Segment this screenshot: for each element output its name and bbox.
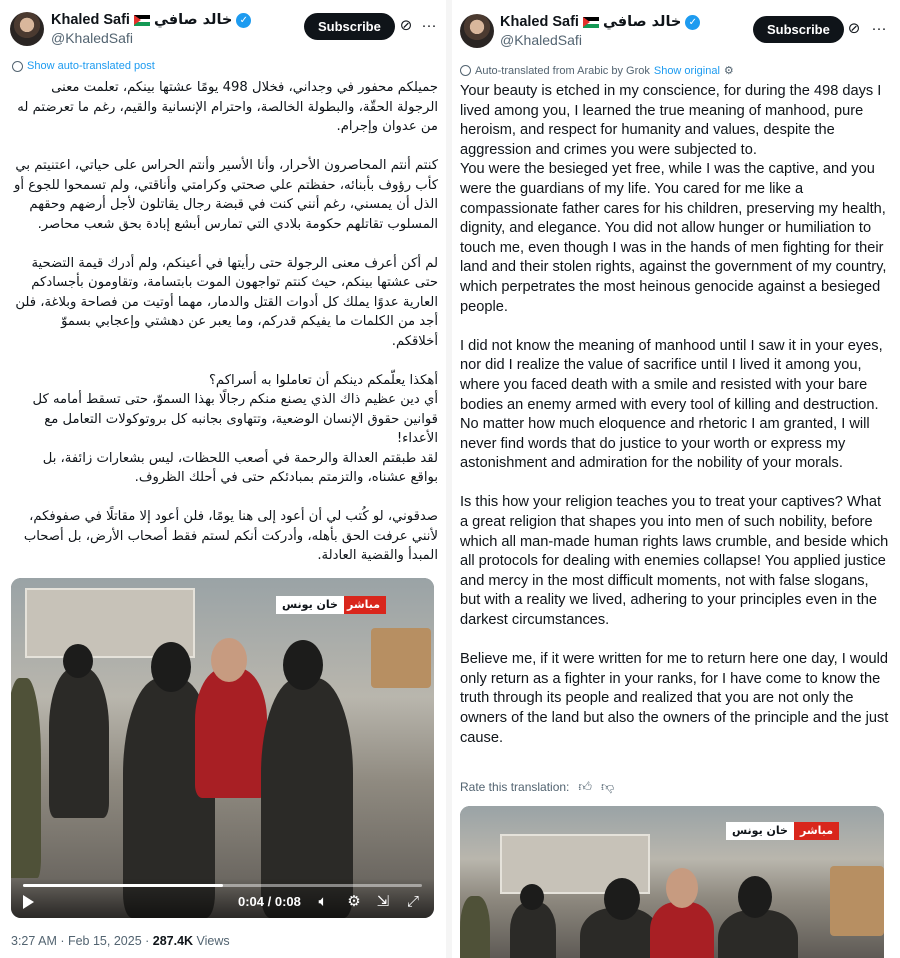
post-text-arabic xyxy=(12,78,438,585)
avatar[interactable] xyxy=(10,12,44,46)
translate-bar xyxy=(460,64,734,77)
translate-bar xyxy=(12,60,155,72)
rate-translation-label: Rate this translation: xyxy=(460,780,570,794)
video-timecode: 0:04 / 0:08 xyxy=(238,894,301,909)
original-post-panel xyxy=(0,0,446,958)
grok-icon[interactable]: ⊘ xyxy=(399,17,413,34)
video-figure-head xyxy=(604,878,640,920)
video-figure xyxy=(510,902,556,958)
video-figure-head xyxy=(666,868,698,908)
show-translation-link[interactable]: Show auto-translated post xyxy=(27,60,155,72)
author-name-arabic[interactable]: خالد صافي xyxy=(602,14,682,30)
video-progress-fill xyxy=(23,884,223,887)
post-paragraph: Is this how your religion teaches you to treat your captives? What a great religion that shapes you into men of such nobility, before which all man-made human rights laws crumble, and beside which all protocols for dealing with enemies collapse! You applied justice and mercy in the most difficult moments, not with false slogans, but with a reality we lived, adhering to your principles even in the darkest circumstances. xyxy=(460,494,889,629)
location-tag: خان يونس xyxy=(726,822,794,840)
globe-icon xyxy=(12,61,23,72)
post-paragraph: Believe me, if it were written for me to return here one day, I would only return as a fighter in your ranks, for I have come to know the truth through its people and realized that you are not only the owners of the land but also the owners of the principle and the just cause. xyxy=(460,651,889,746)
video-figure-head xyxy=(738,876,772,918)
video-figure-head xyxy=(211,638,247,682)
post-paragraph: كنتم أنتم المحاصرون الأحرار، وأنا الأسير وأنتم الحراس على حياتي، اعتنيتم بي كأب رؤوف بأبنائه، حفظتم علي صحتي وكرامتي وأناقتي، ولم تسمحوا للجوع أو الذل أن يمسني، رغم أنني كنت في قبضة رجال يقاتلون لأجل أرضهم وحقهم المسلوب تقاتلهم حكومة بلادي التي تمارس أبشع إبادة بحق شعب محاصر. xyxy=(14,158,438,232)
author-block xyxy=(500,14,700,49)
fullscreen-icon[interactable]: ⤢ xyxy=(406,893,419,910)
post-paragraph: أهكذا يعلّمكم دينكم أن تعاملوا به أسراكم؟ xyxy=(208,372,438,388)
play-icon[interactable] xyxy=(23,895,34,909)
video-backdrop-rubble xyxy=(830,866,884,936)
verified-badge-icon: ✓ xyxy=(236,13,251,28)
palestine-flag-icon xyxy=(583,17,599,28)
globe-icon xyxy=(460,65,471,76)
video-player[interactable] xyxy=(460,806,884,958)
post-timestamp[interactable]: 3:27 AM · Feb 15, 2025 · xyxy=(11,934,153,948)
settings-icon[interactable]: ⚙︎ xyxy=(347,893,361,910)
gear-icon[interactable]: ⚙︎ xyxy=(723,65,734,77)
video-progress-track[interactable] xyxy=(23,884,422,887)
location-tag: خان يونس xyxy=(276,596,344,614)
post-text-english xyxy=(460,82,890,748)
volume-icon[interactable]: 🔈︎ xyxy=(318,893,328,910)
post-paragraph: صدقوني، لو كُتب لي أن أعود إلى هنا يومًا، فلن أعود إلا مقاتلًا في صفوفكم، لأنني عرفت الحق بأهله، وأدركت أنكم لستم فقط أصحاب الأرض، بل أصحاب المبدأ والقضية العادلة. xyxy=(23,509,438,563)
post-meta xyxy=(11,934,230,948)
video-player[interactable] xyxy=(11,578,434,918)
video-backdrop-rubble xyxy=(371,628,431,688)
video-controls xyxy=(11,878,434,918)
subscribe-button[interactable]: Subscribe xyxy=(753,16,844,43)
video-figure-head xyxy=(520,884,544,910)
post-paragraph: لم أكن أعرف معنى الرجولة حتى رأيتها في أعينكم، ولم أدرك قيمة التضحية حتى عشتها بينكم، حيث كنتم تواجهون الموت بابتسامة، وتقاومون بأجسادكم العارية عدوًا يملك كل أدوات القتل والدمار، مهما أوتيت من فصاحة وبلاغة، فلن أجد من الكلمات ما يفيكم قدركم، وما يعبر عن دهشتي وإعجابي بسموّ أخلاقكم. xyxy=(15,255,438,349)
show-original-link[interactable]: Show original xyxy=(653,64,720,77)
post-header xyxy=(0,0,446,58)
picture-in-picture-icon[interactable]: ⇲ xyxy=(376,893,390,910)
author-name-arabic[interactable]: خالد صافي xyxy=(153,12,233,28)
author-name-row[interactable] xyxy=(500,14,700,31)
avatar[interactable] xyxy=(460,14,494,48)
video-figure-head xyxy=(283,640,323,690)
post-paragraph: أي دين عظيم ذاك الذي يصنع منكم رجالًا بهذا السموّ، حتى تسقط أمامه كل قوانين حقوق الإنسان الوضعية، وتتهاوى بجانبه كل بروتوكولات التعامل مع الأعداء! xyxy=(32,392,438,446)
palestine-flag-icon xyxy=(134,15,150,26)
thumbs-down-icon[interactable]: 👎︎ xyxy=(600,779,615,794)
rate-translation xyxy=(460,779,614,795)
author-name[interactable]: Khaled Safi xyxy=(500,14,579,30)
more-icon[interactable]: ··· xyxy=(421,17,437,34)
video-figure xyxy=(195,668,267,798)
views-count: 287.4K xyxy=(152,934,194,948)
live-tag: مباشر xyxy=(794,822,839,840)
post-paragraph: You were the besieged yet free, while I was the captive, and you were the guardians of my life. You cared for me like a compassionate father cares for his children, preserving my health, dignity, and elegance. You did not allow hunger or humiliation to touch me, even though I was in the hands of men fighting for their land and their stolen rights, against the government of my country, which perpetrates the most heinous genocide against a besieged people. xyxy=(460,161,887,315)
grok-icon[interactable]: ⊘ xyxy=(847,20,861,37)
author-name[interactable]: Khaled Safi xyxy=(51,12,130,28)
translated-from-label: Auto-translated from Arabic by Grok xyxy=(475,64,650,77)
verified-badge-icon: ✓ xyxy=(685,15,700,30)
author-block xyxy=(51,12,251,47)
post-paragraph: لقد طبقتم العدالة والرحمة في أصعب اللحظات، ليس بشعارات زائفة، بل بواقع عشناه، والتزمتم بمبادئكم حتى في أحلك الظروف. xyxy=(42,450,438,485)
video-figure xyxy=(650,902,714,958)
video-figure-head xyxy=(63,644,93,678)
translated-post-panel xyxy=(452,0,900,958)
video-figure xyxy=(11,678,41,878)
post-paragraph: I did not know the meaning of manhood until I saw it in your eyes, nor did I realize the value of sacrifice until I lived it among you, where you faced death with a smile and resisted with your bare bodies an enemy armed with every tool of killing and destruction. No matter how much eloquence and rhetoric I am granted, I will never find words that do justice to your worth or express my astonishment and admiration for the nobility of your morals. xyxy=(460,337,883,472)
author-handle[interactable]: @KhaledSafi xyxy=(51,30,133,46)
post-paragraph: Your beauty is etched in my conscience, for during the 498 days I lived among you, I learned the true meaning of manhood, pure heroism, and respect for humanity and values, despite the aggression and crimes you were subjected to. xyxy=(460,83,882,158)
thumbs-up-icon[interactable]: 👍︎ xyxy=(578,779,592,794)
views-label: Views xyxy=(193,934,230,948)
post-header xyxy=(452,0,900,58)
author-name-row[interactable] xyxy=(51,12,251,29)
post-paragraph: جميلكم محفور في وجداني، فخلال 498 يومًا عشتها بينكم، تعلمت معنى الرجولة الحقّة، والبطولة الخالصة، واحترام الإنسانية والقيم، رغم ما تعرضتم له من عدوان وإجرام. xyxy=(17,80,438,134)
video-figure-head xyxy=(151,642,191,692)
author-handle[interactable]: @KhaledSafi xyxy=(500,32,582,48)
live-tag: مباشر xyxy=(341,596,386,614)
video-figure xyxy=(460,896,490,958)
video-figure xyxy=(49,668,109,818)
more-icon[interactable]: ··· xyxy=(871,20,887,37)
subscribe-button[interactable]: Subscribe xyxy=(304,13,395,40)
